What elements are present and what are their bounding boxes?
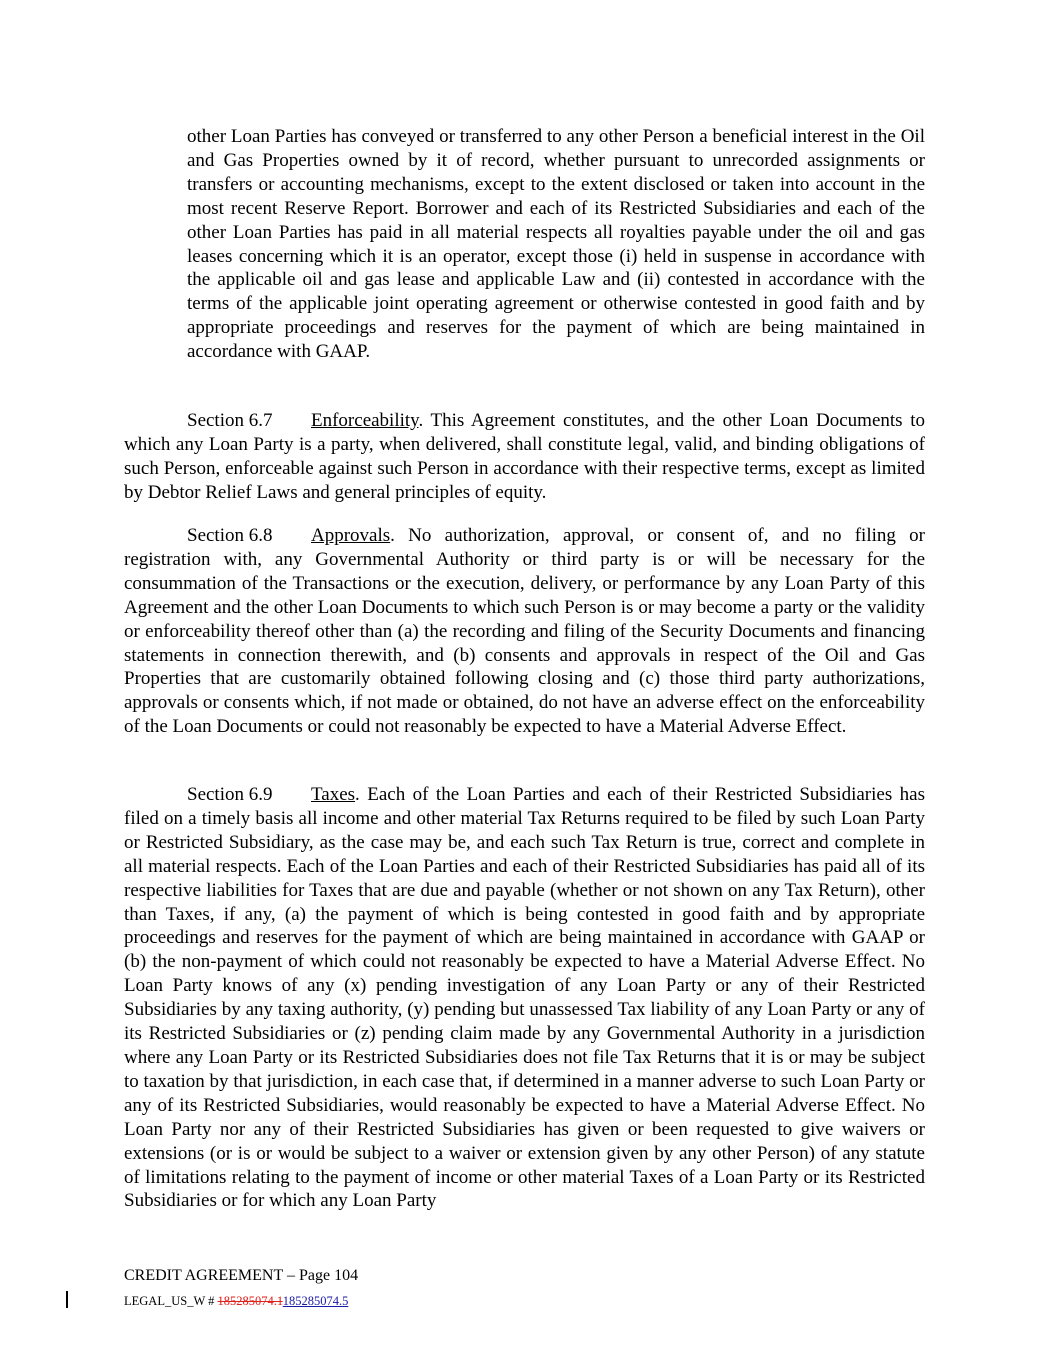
section-6-9 <box>124 783 925 1213</box>
section-title: Enforceability <box>311 410 419 431</box>
change-bar <box>66 1291 68 1308</box>
section-6-8 <box>124 524 925 739</box>
footer-document-id <box>124 1293 348 1309</box>
section-text: . This Agreement constitutes, and the other Loan Documents to which any Loan Party is a party, when delivered, shall constitute legal, valid, and binding obligations of such Person, enforceable against such Person in accordance with their respective terms, except as limited by Debtor Relief Laws and general principles of equity. <box>124 410 925 503</box>
section-title: Taxes <box>311 784 356 805</box>
section-number: Section 6.9 <box>187 784 273 805</box>
footer-page-label: CREDIT AGREEMENT – Page 104 <box>124 1267 359 1284</box>
section-title: Approvals <box>311 525 391 546</box>
doc-id-inserted: 185285074.5 <box>282 1294 349 1308</box>
section-text: . No authorization, approval, or consent of, and no filing or registration with, any Governmental Authority or third party is or will be necessary for the consummation of the Transactions or the execution, delivery, or performance by any Loan Party of this Agreement and the other Loan Documents to which such Person is or may become a party or the validity or enforceability thereof other than (a) the recording and filing of the Security Documents and financing statements in connection therewith, and (b) consents and approvals in respect of the Oil and Gas Properties that are customarily obtained following closing and (c) those third party authorizations, approvals or consents which, if not made or obtained, do not have an adverse effect on the enforceability of the Loan Documents or could not reasonably be expected to have a Material Adverse Effect. <box>124 525 925 738</box>
section-number: Section 6.8 <box>187 525 273 546</box>
doc-id-deleted: 185285074.1 <box>217 1294 283 1308</box>
section-number: Section 6.7 <box>187 410 273 431</box>
continuation-paragraph: other Loan Parties has conveyed or transferred to any other Person a beneficial interest in the Oil and Gas Properties owned by it of record, whether pursuant to unrecorded assignments or transfers or accounting mechanisms, except to the extent disclosed or taken into account in the most recent Reserve Report. Borrower and each of its Restricted Subsidiaries and each of the other Loan Parties has paid in all material respects all royalties payable under the oil and gas leases concerning which it is an operator, except those (i) held in suspense in accordance with the applicable oil and gas lease and applicable Law and (ii) contested in accordance with the terms of the applicable joint operating agreement or otherwise contested in good faith and by appropriate proceedings and reserves for the payment of which are being maintained in accordance with GAAP. <box>187 126 925 363</box>
section-6-7 <box>124 409 925 505</box>
doc-id-prefix: LEGAL_US_W # <box>124 1294 218 1308</box>
section-text: . Each of the Loan Parties and each of their Restricted Subsidiaries has filed on a timely basis all income and other material Tax Returns required to be filed by such Loan Party or Restricted Subsidiary, as the case may be, and each such Tax Return is true, correct and complete in all material respects. Each of the Loan Parties and each of their Restricted Subsidiaries has paid all of its respective liabilities for Taxes that are due and payable (whether or not shown on any Tax Return), other than Taxes, if any, (a) the payment of which is being contested in good faith and by appropriate proceedings and reserves for the payment of which are being maintained in accordance with GAAP or (b) the non-payment of which could not reasonably be expected to have a Material Adverse Effect. No Loan Party knows of any (x) pending investigation of any Loan Party or any of their Restricted Subsidiaries by any taxing authority, (y) pending but unassessed Tax liability of any Loan Party or any of its Restricted Subsidiaries or (z) pending claim made by any Governmental Authority in a jurisdiction where any Loan Party or its Restricted Subsidiaries does not file Tax Returns that it is or may be subject to taxation by that jurisdiction, in each case that, if determined in a manner adverse to such Loan Party or any of its Restricted Subsidiaries, would reasonably be expected to have a Material Adverse Effect. No Loan Party nor any of their Restricted Subsidiaries has given or been requested to give waivers or extensions (or is or would be subject to a waiver or extension given by any other Person) of any statute of limitations relating to the payment of income or other material Taxes of a Loan Party or its Restricted Subsidiaries or for which any Loan Party <box>124 784 925 1212</box>
